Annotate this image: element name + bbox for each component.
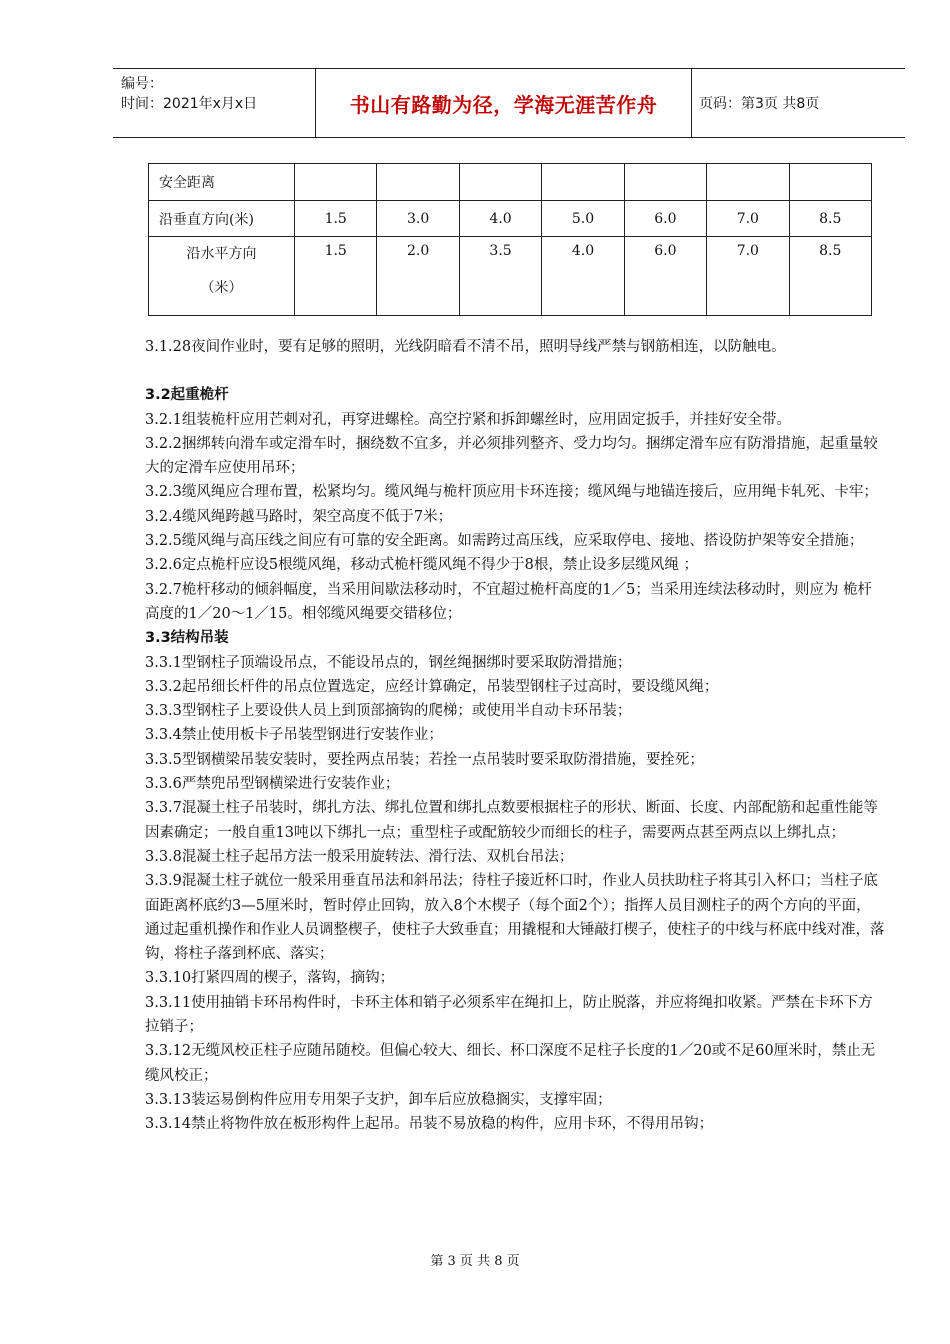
paragraph: 3.3.4禁止使用板卡子吊装型钢进行安装作业； [145,727,443,744]
motto: 书山有路勤为径，学海无涯苦作舟 [316,69,692,137]
table-cell: 7.0 [707,201,789,237]
paragraph: 3.3.14禁止将物件放在板形构件上起吊。吊装不易放稳的构件，应用卡环，不得用吊钩； [145,1116,714,1133]
paragraph: 3.3.7混凝土柱子吊装时，绑扎方法、绑扎位置和绑扎点数要根据柱子的形状、断面、长度、内部配筋和起重性能等因素确定；一般自重13吨以下绑扎一点；重型柱子或配筋较少而细长的柱子，需要两点甚至两点以上绑扎点； [145,800,878,841]
table-cell [459,164,541,201]
table-cell: 6.0 [624,201,706,237]
time-label: 时间：2021年x月x日 [121,96,258,112]
table-cell [542,164,624,201]
table-cell [789,164,871,201]
table-cell: 1.5 [295,237,377,316]
paragraph: 3.3.10打紧四周的楔子，落钩，摘钩； [145,970,395,987]
table-cell: 8.5 [789,237,871,316]
table-cell [295,164,377,201]
table-cell: 6.0 [624,237,706,316]
safety-distance-table [148,163,872,316]
table-cell: 安全距离 [149,164,295,201]
document-body [145,335,885,1137]
table-cell [707,164,789,201]
table-cell: 3.5 [459,237,541,316]
number-label: 编号： [121,76,163,92]
table-row [149,164,872,201]
paragraph: 3.3.2起吊细长杆件的吊点位置选定，应经计算确定，吊装型钢柱子过高时，要设缆风绳； [145,678,719,695]
section-heading: 3.2起重桅杆 [145,387,229,404]
paragraph: 3.3.9混凝土柱子就位一般采用垂直吊法和斜吊法；待柱子接近杯口时，作业人员扶助柱子将其引入杯口；当柱子底面距离杯底约3—5厘米时，暂时停止回钩，放入8个木楔子（每个面2个）；指挥人员目测柱子的两个方向的平面，通过起重机操作和作业人员调整楔子，使柱子大致垂直；用撬棍和大锤敲打楔子，使柱子的中线与杯底中线对准，落钩，将柱子落到杯底、落实； [145,873,885,963]
paragraph: 3.3.1型钢柱子顶端设吊点，不能设吊点的，钢丝绳捆绑时要采取防滑措施； [145,654,632,671]
header-meta [113,69,316,137]
table-cell: 2.0 [377,237,459,316]
paragraph: 3.3.6严禁兜吊型钢横梁进行安装作业； [145,776,400,793]
paragraph: 3.3.5型钢横梁吊装安装时，要拴两点吊装；若拴一点吊装时要采取防滑措施，要拴死； [145,751,704,768]
paragraph: 3.3.3型钢柱子上要设供人员上到顶部摘钩的爬梯；或使用半自动卡环吊装； [145,703,632,720]
table-cell: 4.0 [459,201,541,237]
paragraph: 3.3.12无缆风校正柱子应随吊随校。但偏心较大、细长、杯口深度不足柱子长度的1／20或不足60厘米时，禁止无缆风校正； [145,1043,876,1084]
paragraph: 3.2.1组装桅杆应用芒刺对孔，再穿进螺栓。高空拧紧和拆卸螺丝时，应用固定扳手，并挂好安全带。 [145,411,791,428]
table-cell: 1.5 [295,201,377,237]
paragraph: 3.1.28夜间作业时，要有足够的照明，光线阴暗看不清不吊，照明导线严禁与钢筋相连，以防触电。 [145,339,786,355]
paragraph: 3.2.5缆风绳与高压线之间应有可靠的安全距离。如需跨过高压线，应采取停电、接地、搭设防护架等安全措施； [145,533,864,550]
table-cell: 8.5 [789,201,871,237]
paragraph: 3.2.4缆风绳跨越马路时，架空高度不低于7米； [145,508,453,525]
page-header [113,68,905,138]
table-cell: 3.0 [377,201,459,237]
table-cell [149,237,295,316]
paragraph: 3.3.8混凝土柱子起吊方法一般采用旋转法、滑行法、双机台吊法； [145,848,574,865]
table-cell: 7.0 [707,237,789,316]
section-heading: 3.3结构吊装 [145,630,229,647]
page-info: 页码：第3页 共8页 [699,96,820,112]
paragraph: 3.2.2捆绑转向滑车或定滑车时，捆绕数不宜多，并必须排列整齐、受力均匀。捆绑定滑车应有防滑措施，起重量较大的定滑车应使用吊环； [145,435,878,477]
row-label-line: （米） [200,280,243,296]
paragraph: 3.2.3缆风绳应合理布置，松紧均匀。缆风绳与桅杆顶应用卡环连接；缆风绳与地锚连接后，应用绳卡轧死、卡牢； [145,484,878,501]
paragraph: 3.2.6定点桅杆应设5根缆风绳，移动式桅杆缆风绳不得少于8根，禁止设多层缆风绳 ； [145,557,698,574]
table-row [149,237,872,316]
table-cell: 沿垂直方向(米) [149,201,295,237]
table-cell [624,164,706,201]
paragraph: 3.2.7桅杆移动的倾斜幅度，当采用间歇法移动时，不宜超过桅杆高度的1／5；当采用连续法移动时，则应为 桅杆高度的1／20～1／15。相邻缆风绳要交错移位； [145,581,872,622]
table-cell [377,164,459,201]
paragraph: 3.3.13装运易倒构件应用专用架子支护，卸车后应放稳搁实，支撑牢固； [145,1091,612,1108]
paragraph: 3.3.11使用抽销卡环吊构件时，卡环主体和销子必须系牢在绳扣上，防止脱落，并应将绳扣收紧。严禁在卡环下方拉销子； [145,994,873,1036]
page-footer: 第 3 页 共 8 页 [430,1254,520,1269]
table-cell: 5.0 [542,201,624,237]
row-label-line: 沿水平方向 [186,246,257,262]
table-cell: 4.0 [542,237,624,316]
table-row [149,201,872,237]
